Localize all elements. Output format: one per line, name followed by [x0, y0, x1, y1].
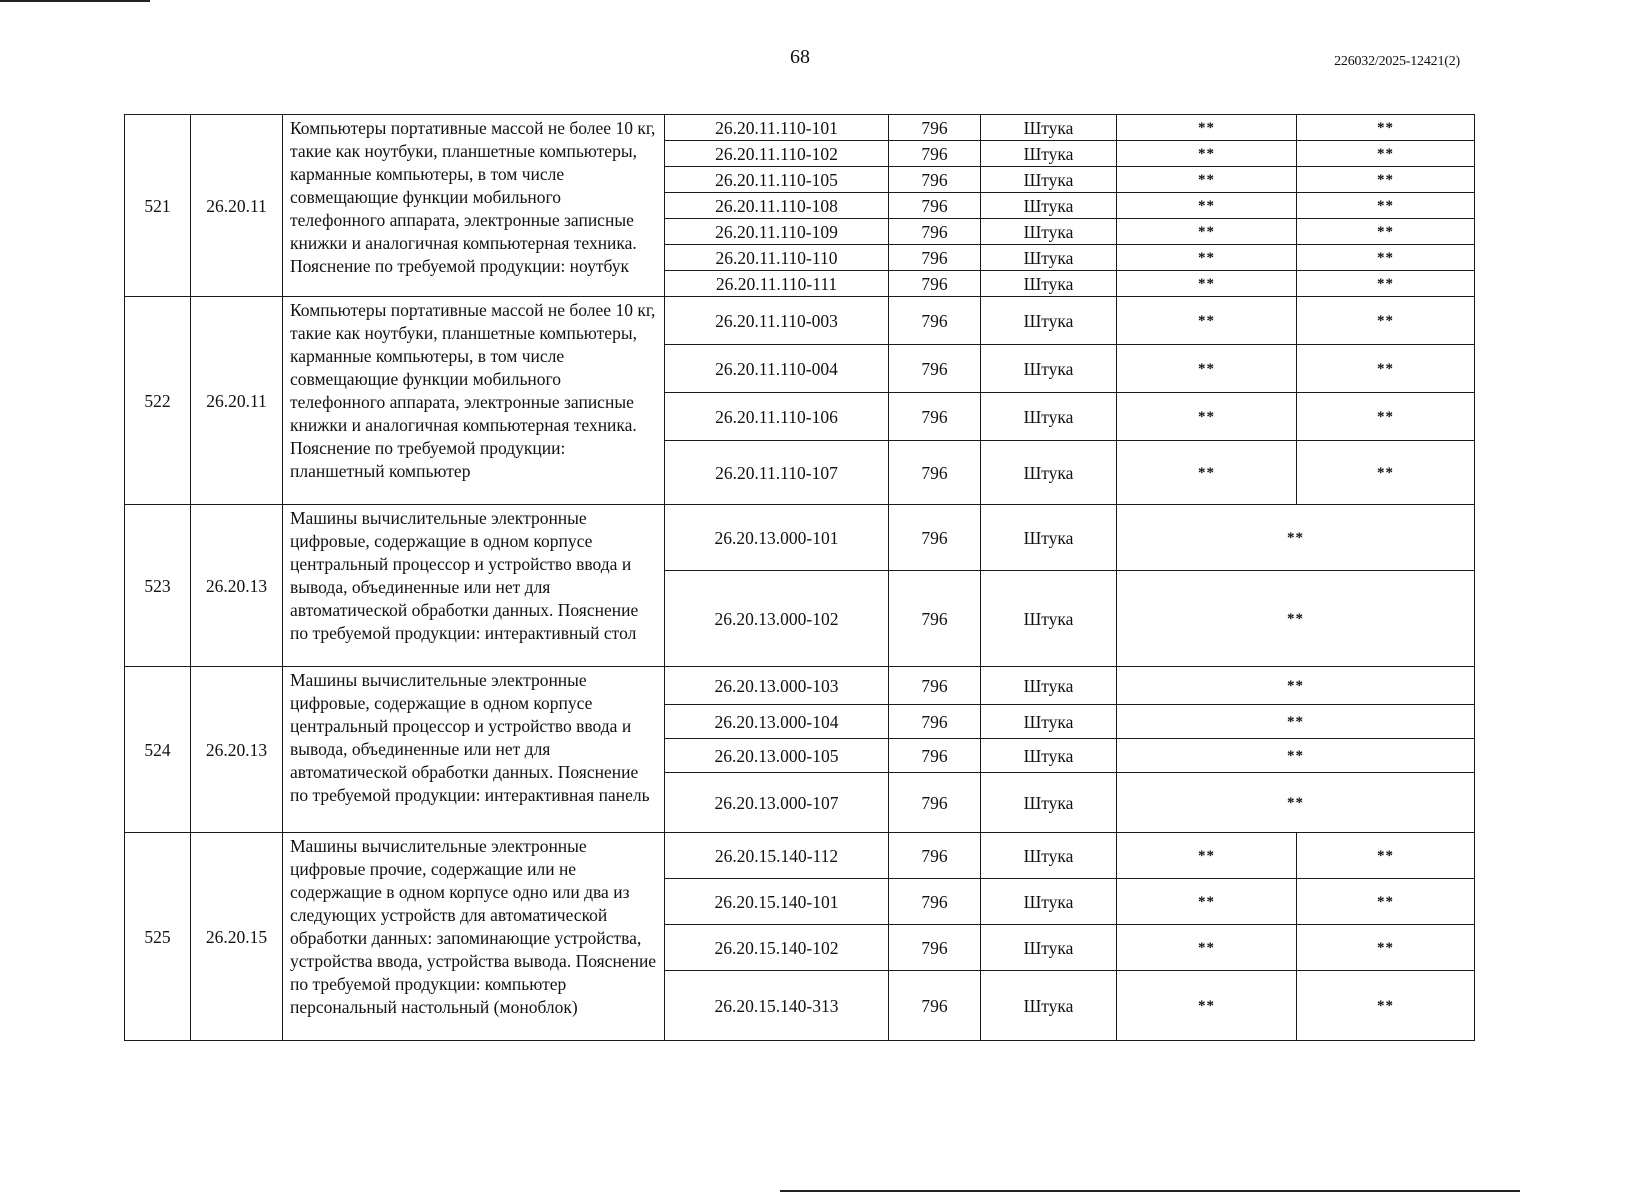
okei-code-cell: 796: [889, 245, 981, 271]
value-cell: **: [1117, 505, 1475, 571]
ktru-code-cell: 26.20.15.140-112: [665, 833, 889, 879]
table-row: [125, 505, 1475, 571]
value-cell: **: [1297, 193, 1475, 219]
ktru-code-cell: 26.20.15.140-313: [665, 971, 889, 1041]
unit-cell: Штука: [981, 505, 1117, 571]
unit-cell: Штука: [981, 193, 1117, 219]
okei-code-cell: 796: [889, 219, 981, 245]
ktru-code-cell: 26.20.11.110-101: [665, 115, 889, 141]
okei-code-cell: 796: [889, 571, 981, 667]
value-cell: **: [1117, 773, 1475, 833]
ktru-code-cell: 26.20.15.140-101: [665, 879, 889, 925]
value-cell: **: [1117, 739, 1475, 773]
description-cell: Компьютеры портативные массой не более 10 кг, такие как ноутбуки, планшетные компьютеры, карманные компьютеры, в том числе совмещающие функции мобильного телефонного аппарата, электронные записные книжки и аналогичная компьютерная техника. Пояснение по требуемой продукции: планшетный компьютер: [283, 297, 665, 505]
value-cell: **: [1117, 441, 1297, 505]
value-cell: **: [1297, 297, 1475, 345]
unit-cell: Штука: [981, 773, 1117, 833]
unit-cell: Штука: [981, 667, 1117, 705]
value-cell: **: [1117, 667, 1475, 705]
ktru-code-cell: 26.20.13.000-105: [665, 739, 889, 773]
value-cell: **: [1117, 193, 1297, 219]
ktru-code-cell: 26.20.11.110-004: [665, 345, 889, 393]
table-body: [125, 115, 1475, 1041]
unit-cell: Штука: [981, 971, 1117, 1041]
ktru-code-cell: 26.20.11.110-105: [665, 167, 889, 193]
value-cell: **: [1297, 925, 1475, 971]
value-cell: **: [1117, 833, 1297, 879]
value-cell: **: [1297, 393, 1475, 441]
value-cell: **: [1297, 879, 1475, 925]
okpd-code-cell: 26.20.11: [191, 115, 283, 297]
row-number-cell: 522: [125, 297, 191, 505]
value-cell: **: [1117, 297, 1297, 345]
value-cell: **: [1117, 879, 1297, 925]
ktru-code-cell: 26.20.11.110-106: [665, 393, 889, 441]
unit-cell: Штука: [981, 345, 1117, 393]
value-cell: **: [1117, 167, 1297, 193]
okei-code-cell: 796: [889, 773, 981, 833]
table-row: [125, 833, 1475, 879]
unit-cell: Штука: [981, 879, 1117, 925]
value-cell: **: [1117, 571, 1475, 667]
unit-cell: Штука: [981, 219, 1117, 245]
value-cell: **: [1297, 441, 1475, 505]
table-row: [125, 115, 1475, 141]
value-cell: **: [1117, 705, 1475, 739]
value-cell: **: [1117, 345, 1297, 393]
okpd-code-cell: 26.20.11: [191, 297, 283, 505]
unit-cell: Штука: [981, 141, 1117, 167]
value-cell: **: [1297, 345, 1475, 393]
okei-code-cell: 796: [889, 115, 981, 141]
value-cell: **: [1117, 971, 1297, 1041]
okei-code-cell: 796: [889, 345, 981, 393]
okei-code-cell: 796: [889, 193, 981, 219]
unit-cell: Штука: [981, 245, 1117, 271]
table-row: [125, 297, 1475, 345]
ktru-code-cell: 26.20.13.000-104: [665, 705, 889, 739]
okpd-code-cell: 26.20.13: [191, 505, 283, 667]
description-cell: Машины вычислительные электронные цифровые, содержащие в одном корпусе центральный процессор и устройство ввода и вывода, объединенные или нет для автоматической обработки данных. Пояснение по требуемой продукции: интерактивная панель: [283, 667, 665, 833]
ktru-code-cell: 26.20.13.000-102: [665, 571, 889, 667]
okpd-code-cell: 26.20.13: [191, 667, 283, 833]
value-cell: **: [1117, 219, 1297, 245]
products-table: [124, 114, 1475, 1041]
value-cell: **: [1117, 115, 1297, 141]
value-cell: **: [1117, 393, 1297, 441]
value-cell: **: [1117, 245, 1297, 271]
unit-cell: Штука: [981, 297, 1117, 345]
value-cell: **: [1297, 167, 1475, 193]
okei-code-cell: 796: [889, 667, 981, 705]
okei-code-cell: 796: [889, 441, 981, 505]
unit-cell: Штука: [981, 271, 1117, 297]
unit-cell: Штука: [981, 167, 1117, 193]
okpd-code-cell: 26.20.15: [191, 833, 283, 1041]
document-id: 226032/2025-12421(2): [1334, 54, 1460, 69]
ktru-code-cell: 26.20.11.110-111: [665, 271, 889, 297]
ktru-code-cell: 26.20.13.000-101: [665, 505, 889, 571]
ktru-code-cell: 26.20.11.110-003: [665, 297, 889, 345]
okei-code-cell: 796: [889, 705, 981, 739]
okei-code-cell: 796: [889, 141, 981, 167]
top-edge-line: [0, 0, 150, 2]
value-cell: **: [1297, 115, 1475, 141]
value-cell: **: [1297, 971, 1475, 1041]
value-cell: **: [1117, 925, 1297, 971]
ktru-code-cell: 26.20.11.110-102: [665, 141, 889, 167]
okei-code-cell: 796: [889, 393, 981, 441]
ktru-code-cell: 26.20.11.110-108: [665, 193, 889, 219]
ktru-code-cell: 26.20.11.110-110: [665, 245, 889, 271]
ktru-code-cell: 26.20.13.000-103: [665, 667, 889, 705]
unit-cell: Штука: [981, 441, 1117, 505]
table-row: [125, 667, 1475, 705]
row-number-cell: 525: [125, 833, 191, 1041]
description-cell: Машины вычислительные электронные цифровые, содержащие в одном корпусе центральный процессор и устройство ввода и вывода, объединенные или нет для автоматической обработки данных. Пояснение по требуемой продукции: интерактивный стол: [283, 505, 665, 667]
row-number-cell: 524: [125, 667, 191, 833]
unit-cell: Штука: [981, 393, 1117, 441]
page-number: 68: [790, 46, 810, 68]
okei-code-cell: 796: [889, 879, 981, 925]
okei-code-cell: 796: [889, 833, 981, 879]
unit-cell: Штука: [981, 115, 1117, 141]
okei-code-cell: 796: [889, 271, 981, 297]
unit-cell: Штука: [981, 739, 1117, 773]
okei-code-cell: 796: [889, 297, 981, 345]
okei-code-cell: 796: [889, 971, 981, 1041]
unit-cell: Штука: [981, 571, 1117, 667]
unit-cell: Штука: [981, 833, 1117, 879]
okei-code-cell: 796: [889, 739, 981, 773]
value-cell: **: [1297, 219, 1475, 245]
description-cell: Компьютеры портативные массой не более 10 кг, такие как ноутбуки, планшетные компьютеры, карманные компьютеры, в том числе совмещающие функции мобильного телефонного аппарата, электронные записные книжки и аналогичная компьютерная техника. Пояснение по требуемой продукции: ноутбук: [283, 115, 665, 297]
okei-code-cell: 796: [889, 167, 981, 193]
ktru-code-cell: 26.20.15.140-102: [665, 925, 889, 971]
value-cell: **: [1297, 271, 1475, 297]
value-cell: **: [1297, 245, 1475, 271]
okei-code-cell: 796: [889, 505, 981, 571]
value-cell: **: [1117, 271, 1297, 297]
unit-cell: Штука: [981, 925, 1117, 971]
value-cell: **: [1297, 833, 1475, 879]
value-cell: **: [1117, 141, 1297, 167]
ktru-code-cell: 26.20.13.000-107: [665, 773, 889, 833]
okei-code-cell: 796: [889, 925, 981, 971]
ktru-code-cell: 26.20.11.110-107: [665, 441, 889, 505]
value-cell: **: [1297, 141, 1475, 167]
ktru-code-cell: 26.20.11.110-109: [665, 219, 889, 245]
row-number-cell: 523: [125, 505, 191, 667]
row-number-cell: 521: [125, 115, 191, 297]
description-cell: Машины вычислительные электронные цифровые прочие, содержащие или не содержащие в одном корпусе одно или два из следующих устройств для автоматической обработки данных: запоминающие устройства, устройства ввода, устройства вывода. Пояснение по требуемой продукции: компьютер персональный настольный (моноблок): [283, 833, 665, 1041]
unit-cell: Штука: [981, 705, 1117, 739]
bottom-edge-line: [780, 1190, 1520, 1192]
